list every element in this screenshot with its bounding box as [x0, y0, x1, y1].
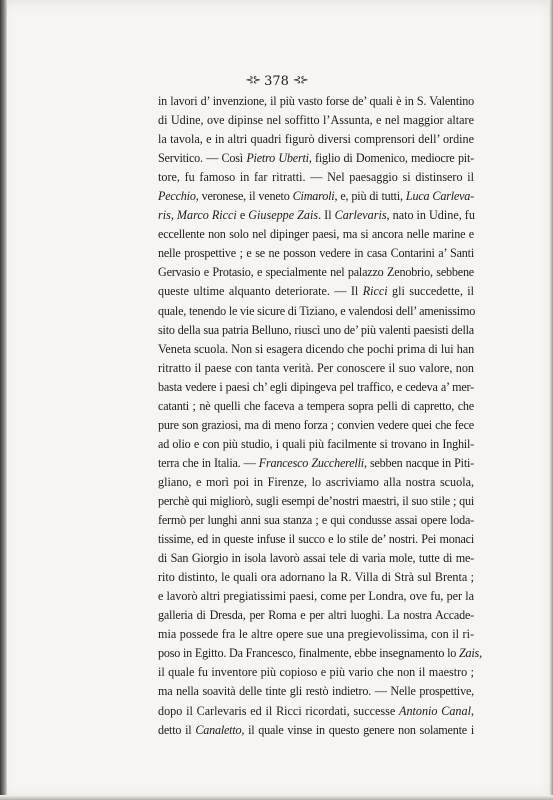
text-segment: quale, tenendo le vie sicure di Tiziano, e valendosi dell’ amenissimo: [158, 303, 476, 318]
body-text: [158, 92, 482, 740]
text-line: [158, 682, 474, 701]
text-segment: pure son graziosi, ma di meno forza ; convien vedere quei che fece: [158, 417, 474, 432]
text-line: [158, 511, 474, 530]
text-segment: nelle prospettive ; e se ne posson vedere in casa Contarini a’ Santi: [158, 246, 474, 261]
ornament-left-icon: ⊰⊱: [245, 75, 261, 86]
text-line: [158, 435, 474, 454]
text-segment: mia possede fra le altre opere sue una pregievolissima, con il ri-: [158, 627, 474, 642]
text-line: [158, 721, 474, 740]
text-line: [158, 149, 474, 168]
text-segment: detto il: [158, 722, 196, 737]
text-segment: terra che in Italia. —: [158, 455, 259, 470]
page-left-edge-shadow: [0, 0, 7, 800]
italic-name: Pietro Uberti: [246, 151, 309, 166]
text-segment: Gervasio e Protasio, e specialmente nel palazzo Zenobrio, sebbene: [158, 265, 474, 280]
page-number: 378: [264, 74, 289, 89]
ornament-right-icon: ⊰⊱: [292, 75, 308, 86]
text-segment: la tavola, e in altri quadri figurò diversi comprensori dell’ ordine: [158, 132, 474, 147]
text-segment: , sebben nacque in Piti-: [363, 455, 475, 470]
text-segment: catanti ; nè quelli che faceva a tempera sopra pelli di capretto, che: [158, 398, 474, 413]
text-line: [158, 378, 474, 397]
text-line: [158, 168, 474, 187]
text-segment: e lavorò altri pregiatissimi paesi, come per Londra, ove fu, per la: [158, 589, 474, 604]
text-line: [158, 397, 474, 416]
text-line: [158, 92, 474, 111]
text-segment: dopo il Carlevaris ed il Ricci ricordati, successe: [158, 703, 400, 718]
text-segment: , nato in Udine, fu: [386, 208, 475, 223]
text-line: [158, 492, 474, 511]
text-segment: tore, fu famoso in far ritratti. — Nel paesaggio si distinsero il: [158, 170, 474, 185]
text-line: [158, 454, 474, 473]
text-segment: poso in Egitto. Da Francesco, finalmente, ebbe insegnamento lo: [158, 646, 459, 661]
text-segment: perchè qui migliorò, sugli esempi de’nostri maestri, il suo stile ; qui: [158, 493, 474, 508]
text-segment: rito distinto, le quali ora adornano la R. Villa di Strà sul Brenta ;: [158, 570, 474, 585]
page-bottom-edge-shadow: [0, 795, 553, 800]
italic-name: ris, Marco Ricci: [158, 208, 237, 223]
text-segment: e: [236, 208, 249, 223]
text-segment: Veneta scuola. Non si esagera dicendo che pochi prima di lui han: [158, 341, 475, 356]
text-line: [158, 206, 474, 225]
italic-name: Carlevaris: [334, 208, 387, 223]
text-segment: ad olio e con più studio, i quali più facilmente si trovano in Inghil-: [158, 436, 474, 451]
italic-name: Ricci: [362, 284, 388, 299]
italic-name: Giuseppe Zais: [248, 208, 319, 223]
text-segment: basta vedere i paesi ch’ egli dipingeva pel traffico, e cedeva a’ mer-: [158, 379, 474, 394]
page-right-edge-shadow: [549, 0, 553, 800]
text-segment: , il quale vinse in questo genere non solamente i: [241, 722, 474, 737]
text-line: [158, 568, 474, 587]
text-segment: sito della sua patria Belluno, riuscì uno de’ più valenti paesisti della: [158, 322, 474, 337]
text-segment: Servitico. — Così: [158, 151, 247, 166]
text-segment: galleria di Dresda, per Roma e per altri luoghi. La nostra Accade-: [158, 608, 474, 623]
italic-name: Luca Carleva-: [405, 189, 474, 204]
text-line: [158, 282, 474, 301]
text-line: [158, 340, 474, 359]
text-segment: tissime, ed in queste infuse il succo e lo stile de’ nostri. Pei monaci: [158, 532, 474, 547]
text-segment: fermò per lunghi anni sua stanza ; e qui condusse assai opere loda-: [158, 513, 474, 528]
text-segment: gliano, e morì poi in Firenze, lo ascriviamo alla nostra scuola,: [158, 474, 474, 489]
page-header: [0, 74, 553, 89]
text-line: [158, 225, 474, 244]
text-segment: ritratto il paese con tanta verità. Per conoscere il suo valore, non: [158, 360, 474, 375]
text-line: [158, 549, 474, 568]
text-line: [158, 702, 474, 721]
italic-name: Cimaroli: [292, 189, 335, 204]
text-line: [158, 302, 474, 321]
italic-name: Canaletto: [195, 722, 242, 737]
italic-name: Pecchio: [158, 189, 196, 204]
text-segment: , figlio di Domenico, mediocre pit-: [308, 151, 475, 166]
text-line: [158, 321, 474, 340]
text-segment: gli succedette, il: [387, 284, 474, 299]
text-line: [158, 587, 474, 606]
text-segment: in lavori d’ invenzione, il più vasto forse de’ quali è in S. Valentino: [158, 94, 474, 108]
text-segment: eccellente non solo nel dipinger paesi, ma si ancora nelle marine e: [158, 227, 474, 242]
text-line: [158, 359, 474, 378]
text-segment: il quale fu inventore più copioso e più vario che non il maestro ;: [158, 665, 474, 680]
text-segment: queste ultime alquanto deteriorate. — Il: [158, 284, 363, 299]
text-segment: , e, più di tutti,: [334, 189, 406, 204]
text-line: [158, 625, 474, 644]
text-line: [158, 187, 474, 206]
text-line: [158, 130, 474, 149]
italic-name: Francesco Zuccherelli: [258, 455, 364, 470]
text-segment: ma nella soavità delle tinte gli restò indietro. — Nelle prospettive,: [158, 684, 474, 699]
text-segment: ,: [470, 703, 474, 718]
italic-name: Zais: [458, 646, 480, 661]
text-segment: di San Giorgio in isola lavorò assai tele di varia mole, tutte di me-: [158, 551, 474, 566]
text-line: [158, 244, 474, 263]
text-line: [158, 416, 474, 435]
text-segment: . Il: [318, 208, 335, 223]
text-line: [158, 263, 474, 282]
text-segment: di Udine, ove dipinse nel soffitto l’Assunta, e nel maggior altare: [158, 113, 474, 128]
text-line: [158, 473, 474, 492]
text-line: [158, 530, 474, 549]
text-line: [158, 644, 482, 663]
italic-name: Antonio Canal: [399, 703, 471, 718]
text-line: [158, 111, 474, 130]
text-segment: , veronese, il veneto: [195, 189, 293, 204]
text-line: [158, 663, 474, 682]
text-line: [158, 606, 474, 625]
text-segment: ,: [479, 646, 482, 661]
